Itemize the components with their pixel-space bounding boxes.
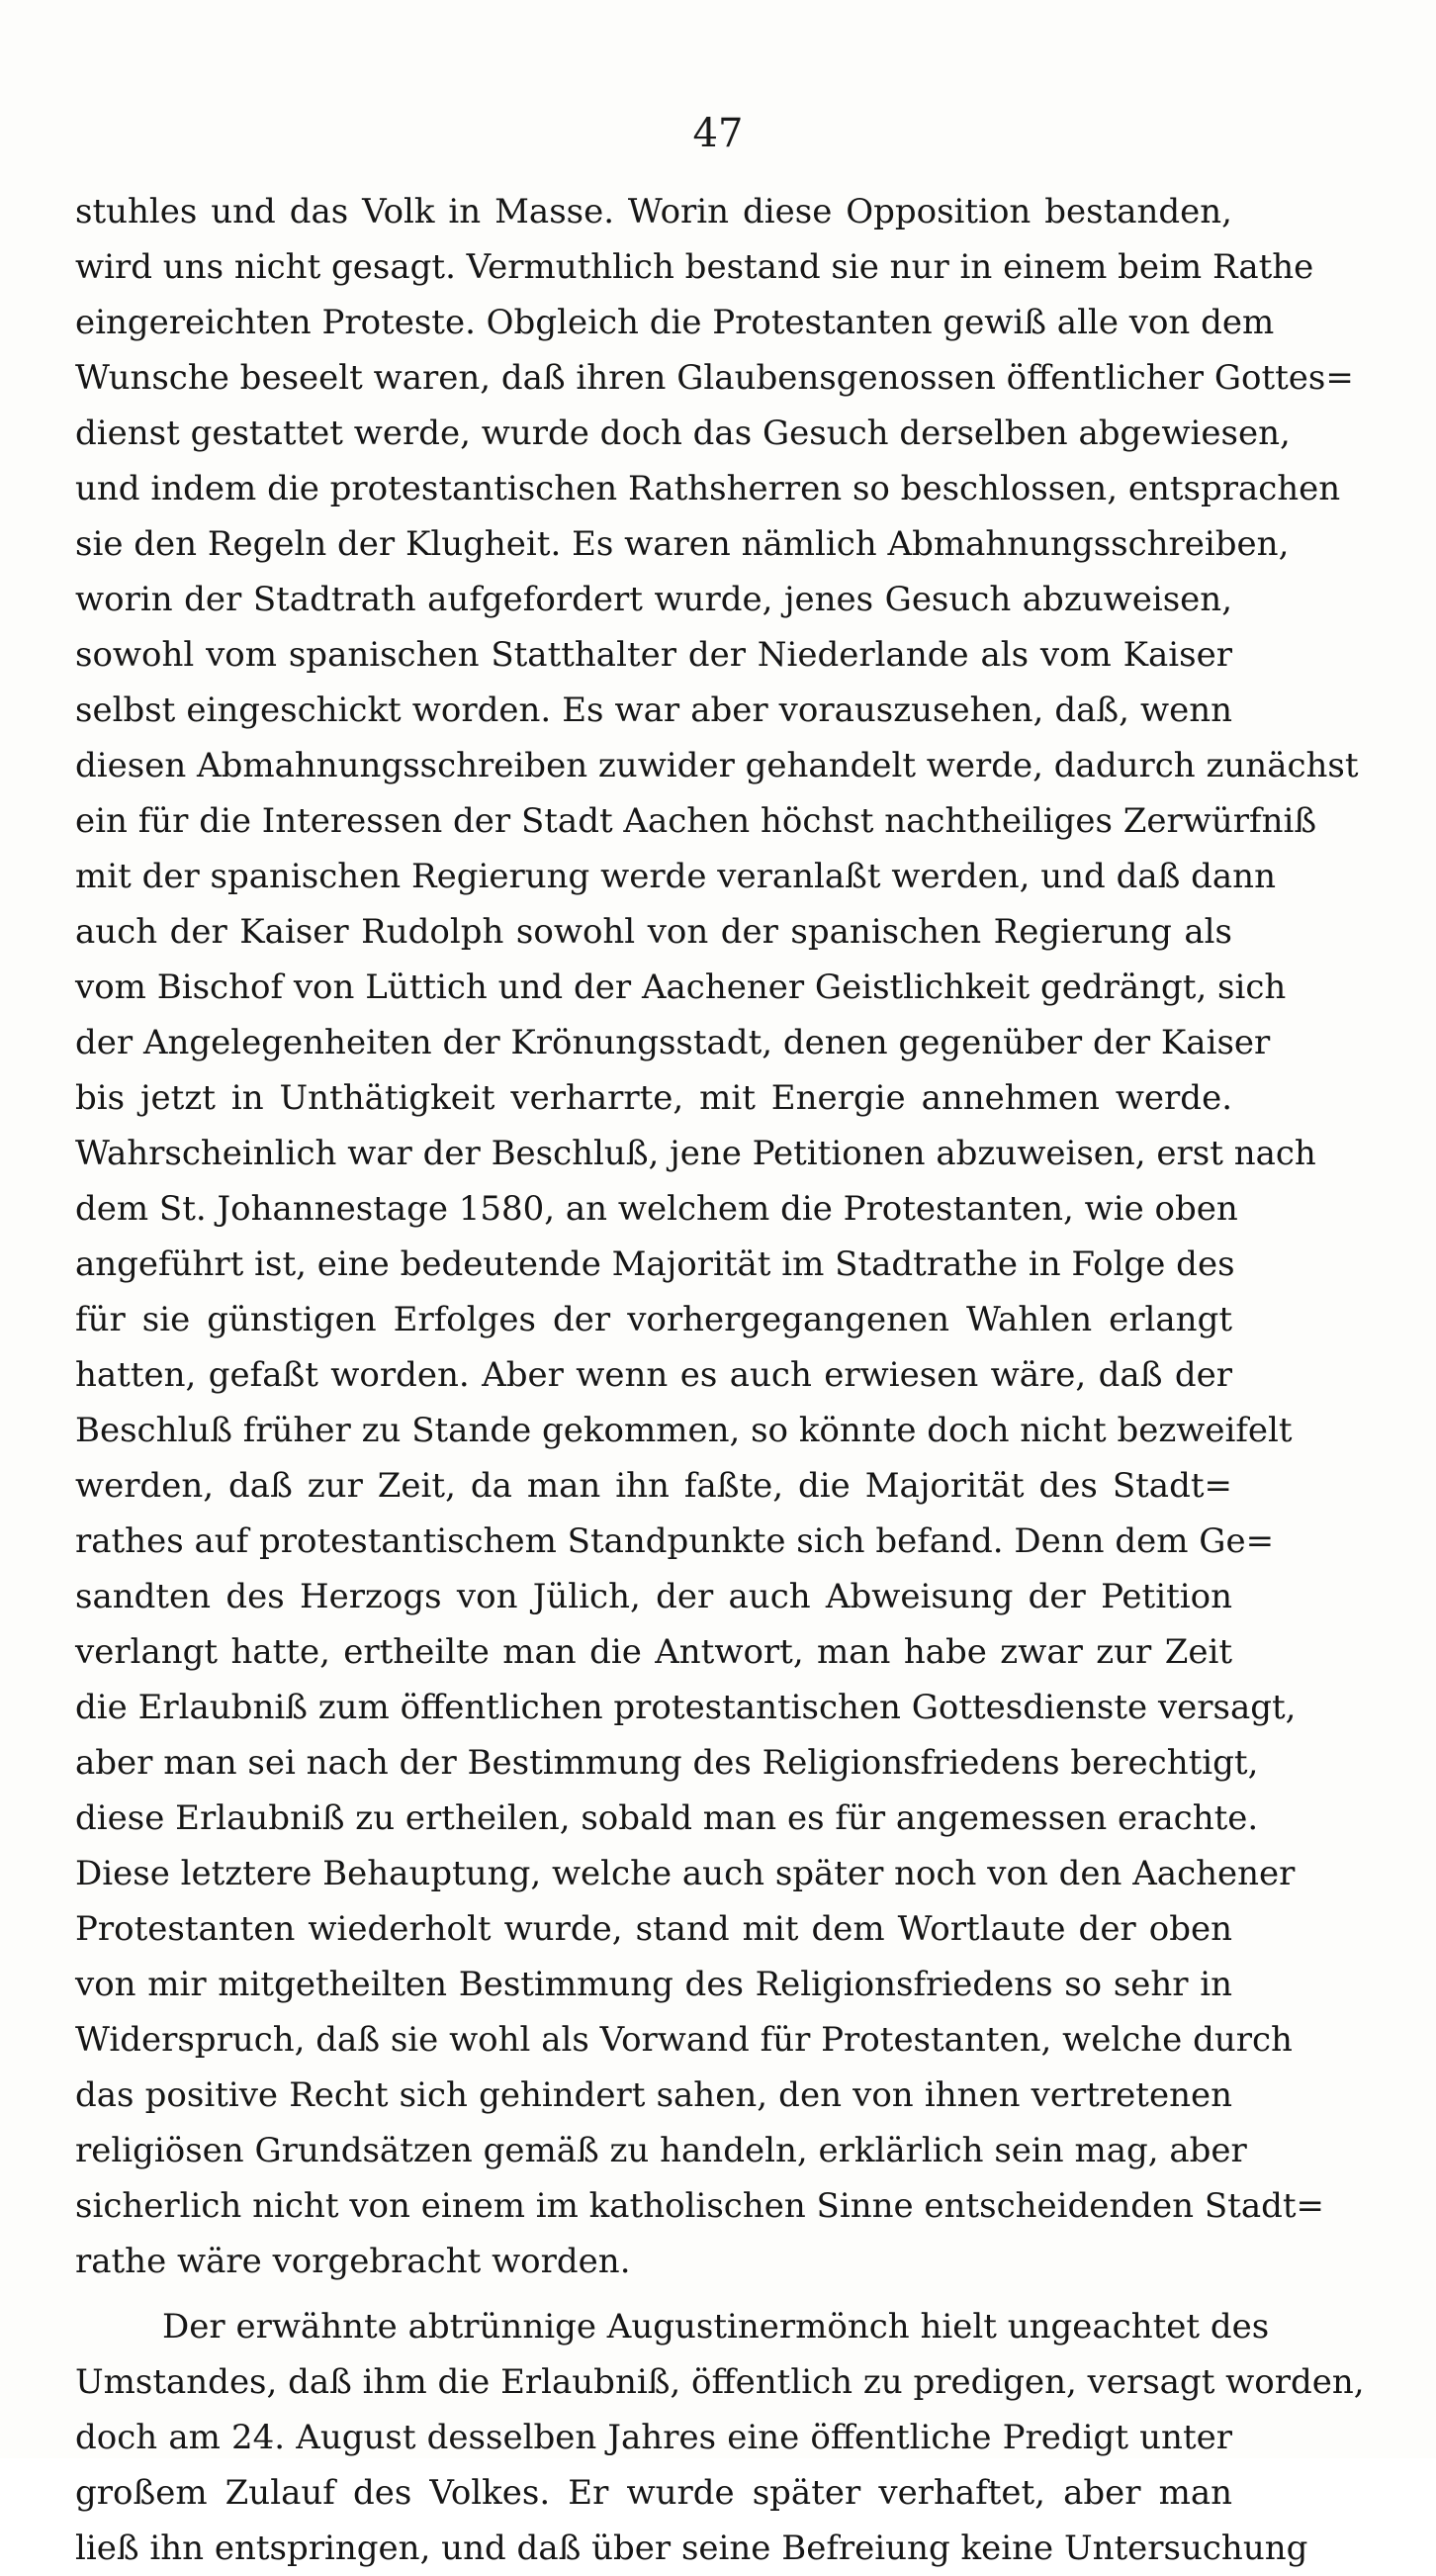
text-line: Umstandes, daß ihm die Erlaubniß, öffentlich zu predigen, versagt worden, <box>75 2362 1365 2402</box>
text-line: angeführt ist, eine bedeutende Majorität im Stadtrathe in Folge des <box>75 1244 1235 1284</box>
text-line: auch der Kaiser Rudolph sowohl von der spanischen Regierung als <box>75 912 1232 952</box>
text-line: bis jetzt in Unthätigkeit verharrte, mit Energie annehmen werde. <box>75 1078 1232 1118</box>
text-line: sicherlich nicht von einem im katholischen Sinne entscheidenden Stadt= <box>75 2186 1325 2226</box>
paragraph-gap <box>75 2289 1232 2299</box>
text-line: die Erlaubniß zum öffentlichen protestantischen Gottesdienste versagt, <box>75 1688 1297 1727</box>
text-line: sie den Regeln der Klugheit. Es waren nämlich Abmahnungsschreiben, <box>75 524 1290 564</box>
text-line: diesen Abmahnungsschreiben zuwider gehandelt werde, dadurch zunächst <box>75 746 1359 785</box>
text-line: dienst gestattet werde, wurde doch das Gesuch derselben abgewiesen, <box>75 414 1291 453</box>
text-line: Widerspruch, daß sie wohl als Vorwand für Protestanten, welche durch <box>75 2020 1293 2060</box>
body-text <box>75 184 1365 2576</box>
text-line: religiösen Grundsätzen gemäß zu handeln, erklärlich sein mag, aber <box>75 2131 1247 2170</box>
text-line: sandten des Herzogs von Jülich, der auch Abweisung der Petition <box>75 1577 1232 1616</box>
text-line: von mir mitgetheilten Bestimmung des Religionsfriedens so sehr in <box>75 1965 1232 2004</box>
text-line: doch am 24. August desselben Jahres eine öffentliche Predigt unter <box>75 2418 1232 2457</box>
text-line: sowohl vom spanischen Statthalter der Niederlande als vom Kaiser <box>75 635 1232 675</box>
paragraph <box>75 2299 1365 2576</box>
text-line: wird uns nicht gesagt. Vermuthlich bestand sie nur in einem beim Rathe <box>75 247 1314 287</box>
text-line: ließ ihn entspringen, und daß über seine Befreiung keine Untersuchung <box>75 2529 1308 2568</box>
text-line: hatten, gefaßt worden. Aber wenn es auch erwiesen wäre, daß der <box>75 1355 1232 1395</box>
text-line: ein für die Interessen der Stadt Aachen höchst nachtheiliges Zerwürfniß <box>75 801 1317 841</box>
text-line: Wunsche beseelt waren, daß ihren Glaubensgenossen öffentlicher Gottes= <box>75 358 1354 398</box>
text-line: und indem die protestantischen Rathsherren so beschlossen, entsprachen <box>75 469 1341 508</box>
text-line: aber man sei nach der Bestimmung des Religionsfriedens berechtigt, <box>75 1743 1259 1783</box>
text-line: vom Bischof von Lüttich und der Aachener Geistlichkeit gedrängt, sich <box>75 967 1287 1007</box>
text-line: dem St. Johannestage 1580, an welchem die Protestanten, wie oben <box>75 1189 1238 1229</box>
text-line: eingereichten Proteste. Obgleich die Protestanten gewiß alle von dem <box>75 303 1275 342</box>
text-line: rathes auf protestantischem Standpunkte sich befand. Denn dem Ge= <box>75 1521 1275 1561</box>
text-line: Diese letztere Behauptung, welche auch später noch von den Aachener <box>75 1854 1296 1893</box>
text-line: selbst eingeschickt worden. Es war aber vorauszusehen, daß, wenn <box>75 690 1232 730</box>
text-line: großem Zulauf des Volkes. Er wurde später verhaftet, aber man <box>75 2473 1232 2513</box>
text-line: rathe wäre vorgebracht worden. <box>75 2242 631 2281</box>
text-line: worin der Stadtrath aufgefordert wurde, jenes Gesuch abzuweisen, <box>75 580 1232 619</box>
text-line: der Angelegenheiten der Krönungsstadt, denen gegenüber der Kaiser <box>75 1023 1271 1062</box>
paragraph <box>75 184 1359 2289</box>
text-line: mit der spanischen Regierung werde veranlaßt werden, und daß dann <box>75 857 1276 896</box>
text-line: stuhles und das Volk in Masse. Worin diese Opposition bestanden, <box>75 192 1232 231</box>
text-line: verlangt hatte, ertheilte man die Antwort, man habe zwar zur Zeit <box>75 1632 1232 1672</box>
text-line: werden, daß zur Zeit, da man ihn faßte, die Majorität des Stadt= <box>75 1466 1232 1506</box>
text-line: Der erwähnte abtrünnige Augustinermönch hielt ungeachtet des <box>162 2307 1270 2346</box>
text-line: Beschluß früher zu Stande gekommen, so könnte doch nicht bezweifelt <box>75 1411 1293 1450</box>
text-line: für sie günstigen Erfolges der vorhergegangenen Wahlen erlangt <box>75 1300 1232 1339</box>
text-line: Wahrscheinlich war der Beschluß, jene Petitionen abzuweisen, erst nach <box>75 1134 1316 1173</box>
text-line: Protestanten wiederholt wurde, stand mit dem Wortlaute der oben <box>75 1909 1232 1949</box>
text-line: diese Erlaubniß zu ertheilen, sobald man es für angemessen erachte. <box>75 1798 1259 1838</box>
text-line: das positive Recht sich gehindert sahen, den von ihnen vertretenen <box>75 2075 1232 2115</box>
page-number: 47 <box>692 111 744 156</box>
